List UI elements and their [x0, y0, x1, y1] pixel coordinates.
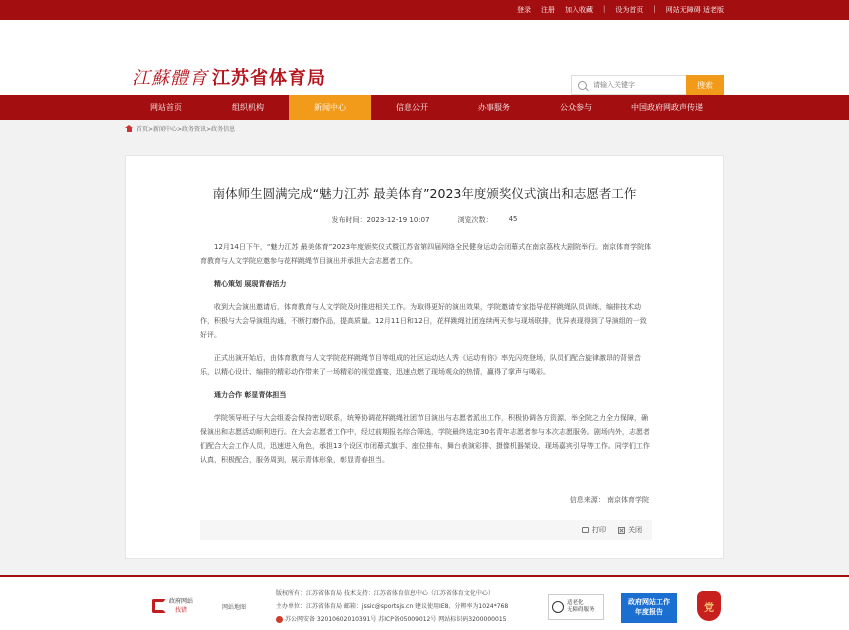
article-paragraph: 学院领导班子与大会组委会保持密切联系，统筹协调花样跳绳社团节目演出与志愿者派出工作，积极协调各方资源，举全院之力全力保障，确保演出和志愿活动顺利进行。在大会志愿者工作中，经过前期报名综合筛选，学院最终选定30名青年志愿者参与本次志愿服务。剧场内外，志愿者们配合大会工作人员，迅速进入角色，承担13个设区市闭幕式旗手、座位排布、舞台表演彩排、摄像机器架设、现场嘉宾引导等工作。同学们工作认真，积极配合，服务周到，展示青体形象，彰显青春担当。	[200, 414, 650, 464]
report-line1: 政府网站工作	[628, 598, 670, 606]
nav-item-disclosure[interactable]: 信息公开	[396, 103, 428, 112]
article-subheading: 精心策划 展现青春活力	[214, 280, 287, 288]
elder-badge-text	[567, 600, 595, 614]
party-emblem-icon[interactable]	[697, 591, 721, 621]
gov-error-badge[interactable]	[152, 594, 202, 618]
breadcrumb-text[interactable]: 首页>新闻中心>政务资讯>政务信息	[136, 126, 236, 133]
nav-item-participation[interactable]: 公众参与	[560, 103, 592, 112]
gov-badge-line2: 找错	[175, 607, 188, 614]
search-box	[571, 75, 686, 95]
print-button[interactable]	[582, 525, 606, 535]
divider: |	[603, 5, 606, 13]
article-paragraph: 正式出演开始后，由体育教育与人文学院花样跳绳节目等组成的社区运动达人秀《运动有你》率先闪亮登场，队员们配合旋律激昂的背景音乐，以精心设计、编排的精彩动作带来了一场精彩的视觉盛宴，迅速点燃了现场观众的热情，赢得了掌声与喝彩。	[200, 354, 641, 376]
divider: |	[653, 5, 656, 13]
elder-line2: 无障碍服务	[567, 607, 595, 613]
set-homepage-link[interactable]: 设为首页	[615, 6, 644, 14]
nav-item-news[interactable]: 新闻中心	[289, 95, 371, 120]
article-subheading: 通力合作 彰显青体担当	[214, 391, 287, 399]
logo-name: 江苏省体育局	[212, 68, 326, 89]
footer-info	[276, 587, 508, 626]
main-nav	[0, 95, 849, 120]
article-source: 信息来源： 南京体育学院	[569, 496, 649, 504]
print-icon	[582, 527, 589, 533]
close-icon	[618, 527, 625, 534]
search-input[interactable]	[593, 81, 673, 89]
views-label: 浏览次数：	[457, 216, 493, 224]
gov-badge-icon	[152, 599, 166, 613]
article-panel	[125, 155, 724, 559]
publish-time: 2023-12-19 10:07	[366, 216, 430, 224]
footer-organizer: 主办单位：江苏省体育局 邮箱：jssic@sportsjs.cn 建议使用IE8、分辨率为1024*768	[276, 603, 509, 610]
nav-item-gov-voice[interactable]: 中国政府网政声传递	[631, 103, 703, 112]
elder-line1: 适老化	[567, 600, 584, 606]
article-meta	[126, 215, 723, 225]
footer-registration	[276, 613, 508, 626]
add-favorite-link[interactable]: 加入收藏	[565, 6, 594, 14]
article-title: 南体师生圆满完成“魅力江苏 最美体育”2023年度颁奖仪式演出和志愿者工作	[212, 186, 637, 201]
accessibility-link[interactable]: 网站无障碍 适老版	[665, 6, 724, 14]
login-link[interactable]: 登录	[517, 6, 532, 14]
gov-badge-text	[169, 597, 193, 615]
publish-label: 发布时间：	[331, 216, 367, 224]
breadcrumb	[125, 124, 235, 133]
views-count: 45	[508, 215, 518, 223]
article-body	[200, 240, 652, 476]
close-label: 关闭	[628, 526, 642, 534]
top-utility-bar	[0, 0, 849, 20]
footer-copyright: 版权所有：江苏省体育局 技术支持：江苏省体育信息中心（江苏省体育文化中心）	[276, 590, 494, 597]
sitemap-link[interactable]: 网站地图	[222, 604, 247, 611]
police-badge-icon	[276, 616, 283, 623]
publish-info	[331, 215, 429, 225]
elder-accessibility-badge[interactable]	[548, 594, 604, 620]
site-logo[interactable]	[132, 64, 326, 90]
nav-item-organization[interactable]: 组织机构	[232, 103, 264, 112]
article-tools	[200, 520, 652, 540]
search-bar	[571, 75, 724, 95]
annual-report-badge[interactable]	[621, 593, 677, 623]
wheelchair-icon	[552, 601, 564, 613]
logo-calligraphy: 江蘇體育	[132, 68, 208, 89]
print-label: 打印	[592, 526, 606, 534]
views-info	[458, 215, 518, 225]
register-link[interactable]: 注册	[541, 6, 556, 14]
article-paragraph: 12月14日下午，“魅力江苏 最美体育”2023年度颁奖仪式暨江苏省第四届网络全民健身运动会闭幕式在南京荔枝大剧院举行。南京体育学院体育教育与人文学院应邀参与花样跳绳节目演出并承担大会志愿者工作。	[200, 243, 652, 265]
home-icon	[125, 125, 133, 132]
site-footer	[0, 575, 849, 630]
nav-item-home[interactable]: 网站首页	[150, 103, 182, 112]
gov-badge-line1: 政府网站	[169, 598, 194, 605]
search-button[interactable]: 搜索	[686, 75, 724, 95]
footer-registration-text: 苏公网安备 32010602010391号 苏ICP备05009012号 网站标识码3200000015	[285, 616, 507, 623]
search-icon	[578, 81, 587, 90]
shield-char: 党	[704, 602, 714, 614]
article-paragraph: 收到大会演出邀请后，体育教育与人文学院及时推进相关工作。为取得更好的演出效果，学院邀请专家指导花样跳绳队员训练，编排技术动作，积极与大会导演组沟通，不断打磨作品，提高质量。12月11日和12日，花样跳绳社团连续两天参与现场联排，优异表现得到了导演组的一致好评。	[200, 303, 647, 339]
site-header	[0, 20, 849, 95]
top-links	[517, 5, 724, 15]
close-button[interactable]	[618, 525, 642, 535]
report-line2: 年度报告	[635, 608, 663, 616]
nav-item-services[interactable]: 办事服务	[478, 103, 510, 112]
